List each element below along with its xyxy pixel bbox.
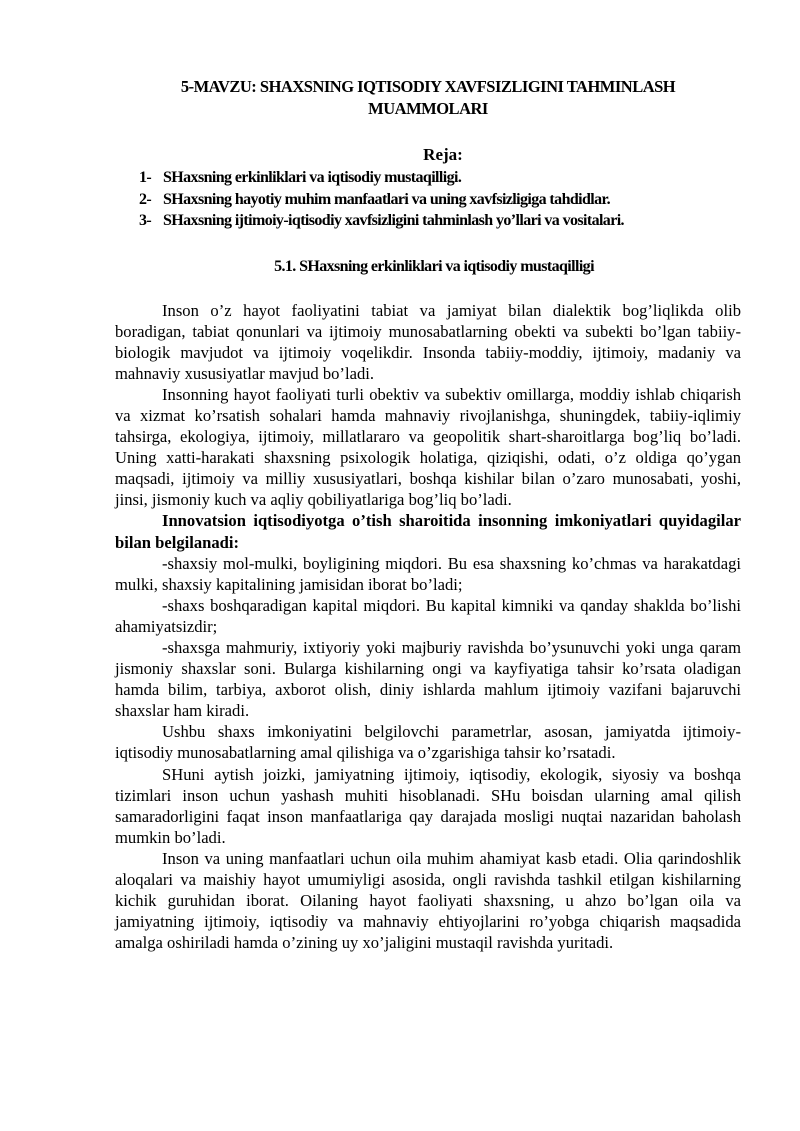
plan-item-text: SHaxsning hayotiy muhim manfaatlari va uning xavfsizligiga tahdidlar. — [163, 190, 610, 208]
paragraph: Inson va uning manfaatlari uchun oila muhim ahamiyat kasb etadi. Olia qarindoshlik aloqalari va maishiy hayot umumiyligi asosida, ongli ravishda tashkil etilgan kishilarning kichik guruhidan iborat. Oilaning hayot faoliyati shaxsning, u ahzo bo’lgan oila va jamiyatning ijtimoiy, iqtisodiy va mahnaviy ehtiyojlarini ro’yobga chiqarish maqsadida amalga oshiriladi hamda o’zining uy xo’jaligini mustaqil ravishda yuritadi. — [115, 848, 741, 953]
plan-item — [139, 210, 741, 232]
paragraph: Inson o’z hayot faoliyatini tabiat va jamiyat bilan dialektik bog’liqlikda olib boradigan, tabiat qonunlari va ijtimoiy munosabatlarning obekti va subekti bo’lgan tabiiy-biologik mavjudot va ijtimoiy voqelikdir. Insonda tabiiy-moddiy, ijtimoiy, madaniy va mahnaviy xususiyatlar mavjud bo’ladi. — [115, 300, 741, 383]
document-title — [115, 76, 741, 120]
dash-item: -shaxs boshqaradigan kapital miqdori. Bu kapital kimniki va qanday shaklda bo’lishi ahamiyatsizdir; — [115, 595, 741, 636]
paragraph: Insonning hayot faoliyati turli obektiv va subektiv omillarga, moddiy ishlab chiqarish va xizmat ko’rsatish sohalari hamda mahnaviy rivojlanishga, shuningdek, tabiiy-iqlimiy tahsirga, ekologiya, ijtimoiy, millatlararo va geopolitik shart-sharoitlarga bog’liq bo’ladi. Uning xatti-harakati shaxsning psixologik holatiga, qiziqishi, odati, o’z oldiga qo’ygan maqsadi, ijtimoiy va milliy xususiyatlari, boshqa kishilar bilan o’zaro munosabati, yoshi, jinsi, jismoniy kuch va aqliy qobiliyatlariga bog’liq bo’ladi. — [115, 384, 741, 510]
document-page — [115, 76, 741, 953]
plan-list — [115, 167, 741, 232]
paragraph: SHuni aytish joizki, jamiyatning ijtimoiy, iqtisodiy, ekologik, siyosiy va boshqa tizimlari inson uchun yashash muhiti hisoblanadi. SHu boisdan ularning amal qilish samaradorligini faqat inson manfaatlariga qay darajada mosligi nuqtai nazaridan baholash mumkin bo’ladi. — [115, 764, 741, 847]
plan-item — [139, 189, 741, 211]
plan-item — [139, 167, 741, 189]
plan-item-number: 1- — [139, 169, 152, 186]
plan-item-number: 3- — [139, 212, 152, 229]
bold-paragraph: Innovatsion iqtisodiyotga o’tish sharoitida insonning imkoniyatlari quyidagilar bilan belgilanadi: — [115, 511, 741, 552]
paragraph: Ushbu shaxs imkoniyatini belgilovchi parametrlar, asosan, jamiyatda ijtimoiy- iqtisodiy munosabatlarning amal qilishiga va o’zgarishiga tahsir ko’rsatadi. — [115, 722, 741, 763]
title-line-1: 5-MAVZU: SHAXSNING IQTISODIY XAVFSIZLIGINI TAHMINLASH — [180, 77, 676, 96]
title-line-2: MUAMMOLARI — [368, 99, 488, 118]
plan-heading: Reja: — [423, 145, 463, 164]
plan-item-text: SHaxsning ijtimoiy-iqtisodiy xavfsizligini tahminlash yo’llari va vositalari. — [163, 212, 624, 229]
plan-item-text: SHaxsning erkinliklari va iqtisodiy mustaqilligi. — [163, 169, 462, 186]
dash-item: -shaxsiy mol-mulki, boyligining miqdori. Bu esa shaxsning ko’chmas va harakatdagi mulki, shaxsiy kapitalining jamisidan iborat bo’ladi; — [115, 553, 741, 594]
plan-item-number: 2- — [139, 190, 152, 208]
section-heading: 5.1. SHaxsning erkinliklari va iqtisodiy mustaqilligi — [274, 257, 594, 275]
document-body — [115, 300, 741, 954]
dash-item: -shaxsga mahmuriy, ixtiyoriy yoki majburiy ravishda bo’ysunuvchi yoki unga qaram jismoniy shaxslar soni. Bularga kishilarning ongi va kayfiyatiga tahsir ko’rsata oladigan hamda bilim, tarbiya, axborot olish, diniy ishlarda mahlum ijtimoiy vazifani bajaruvchi shaxslar ham kiradi. — [115, 638, 741, 721]
